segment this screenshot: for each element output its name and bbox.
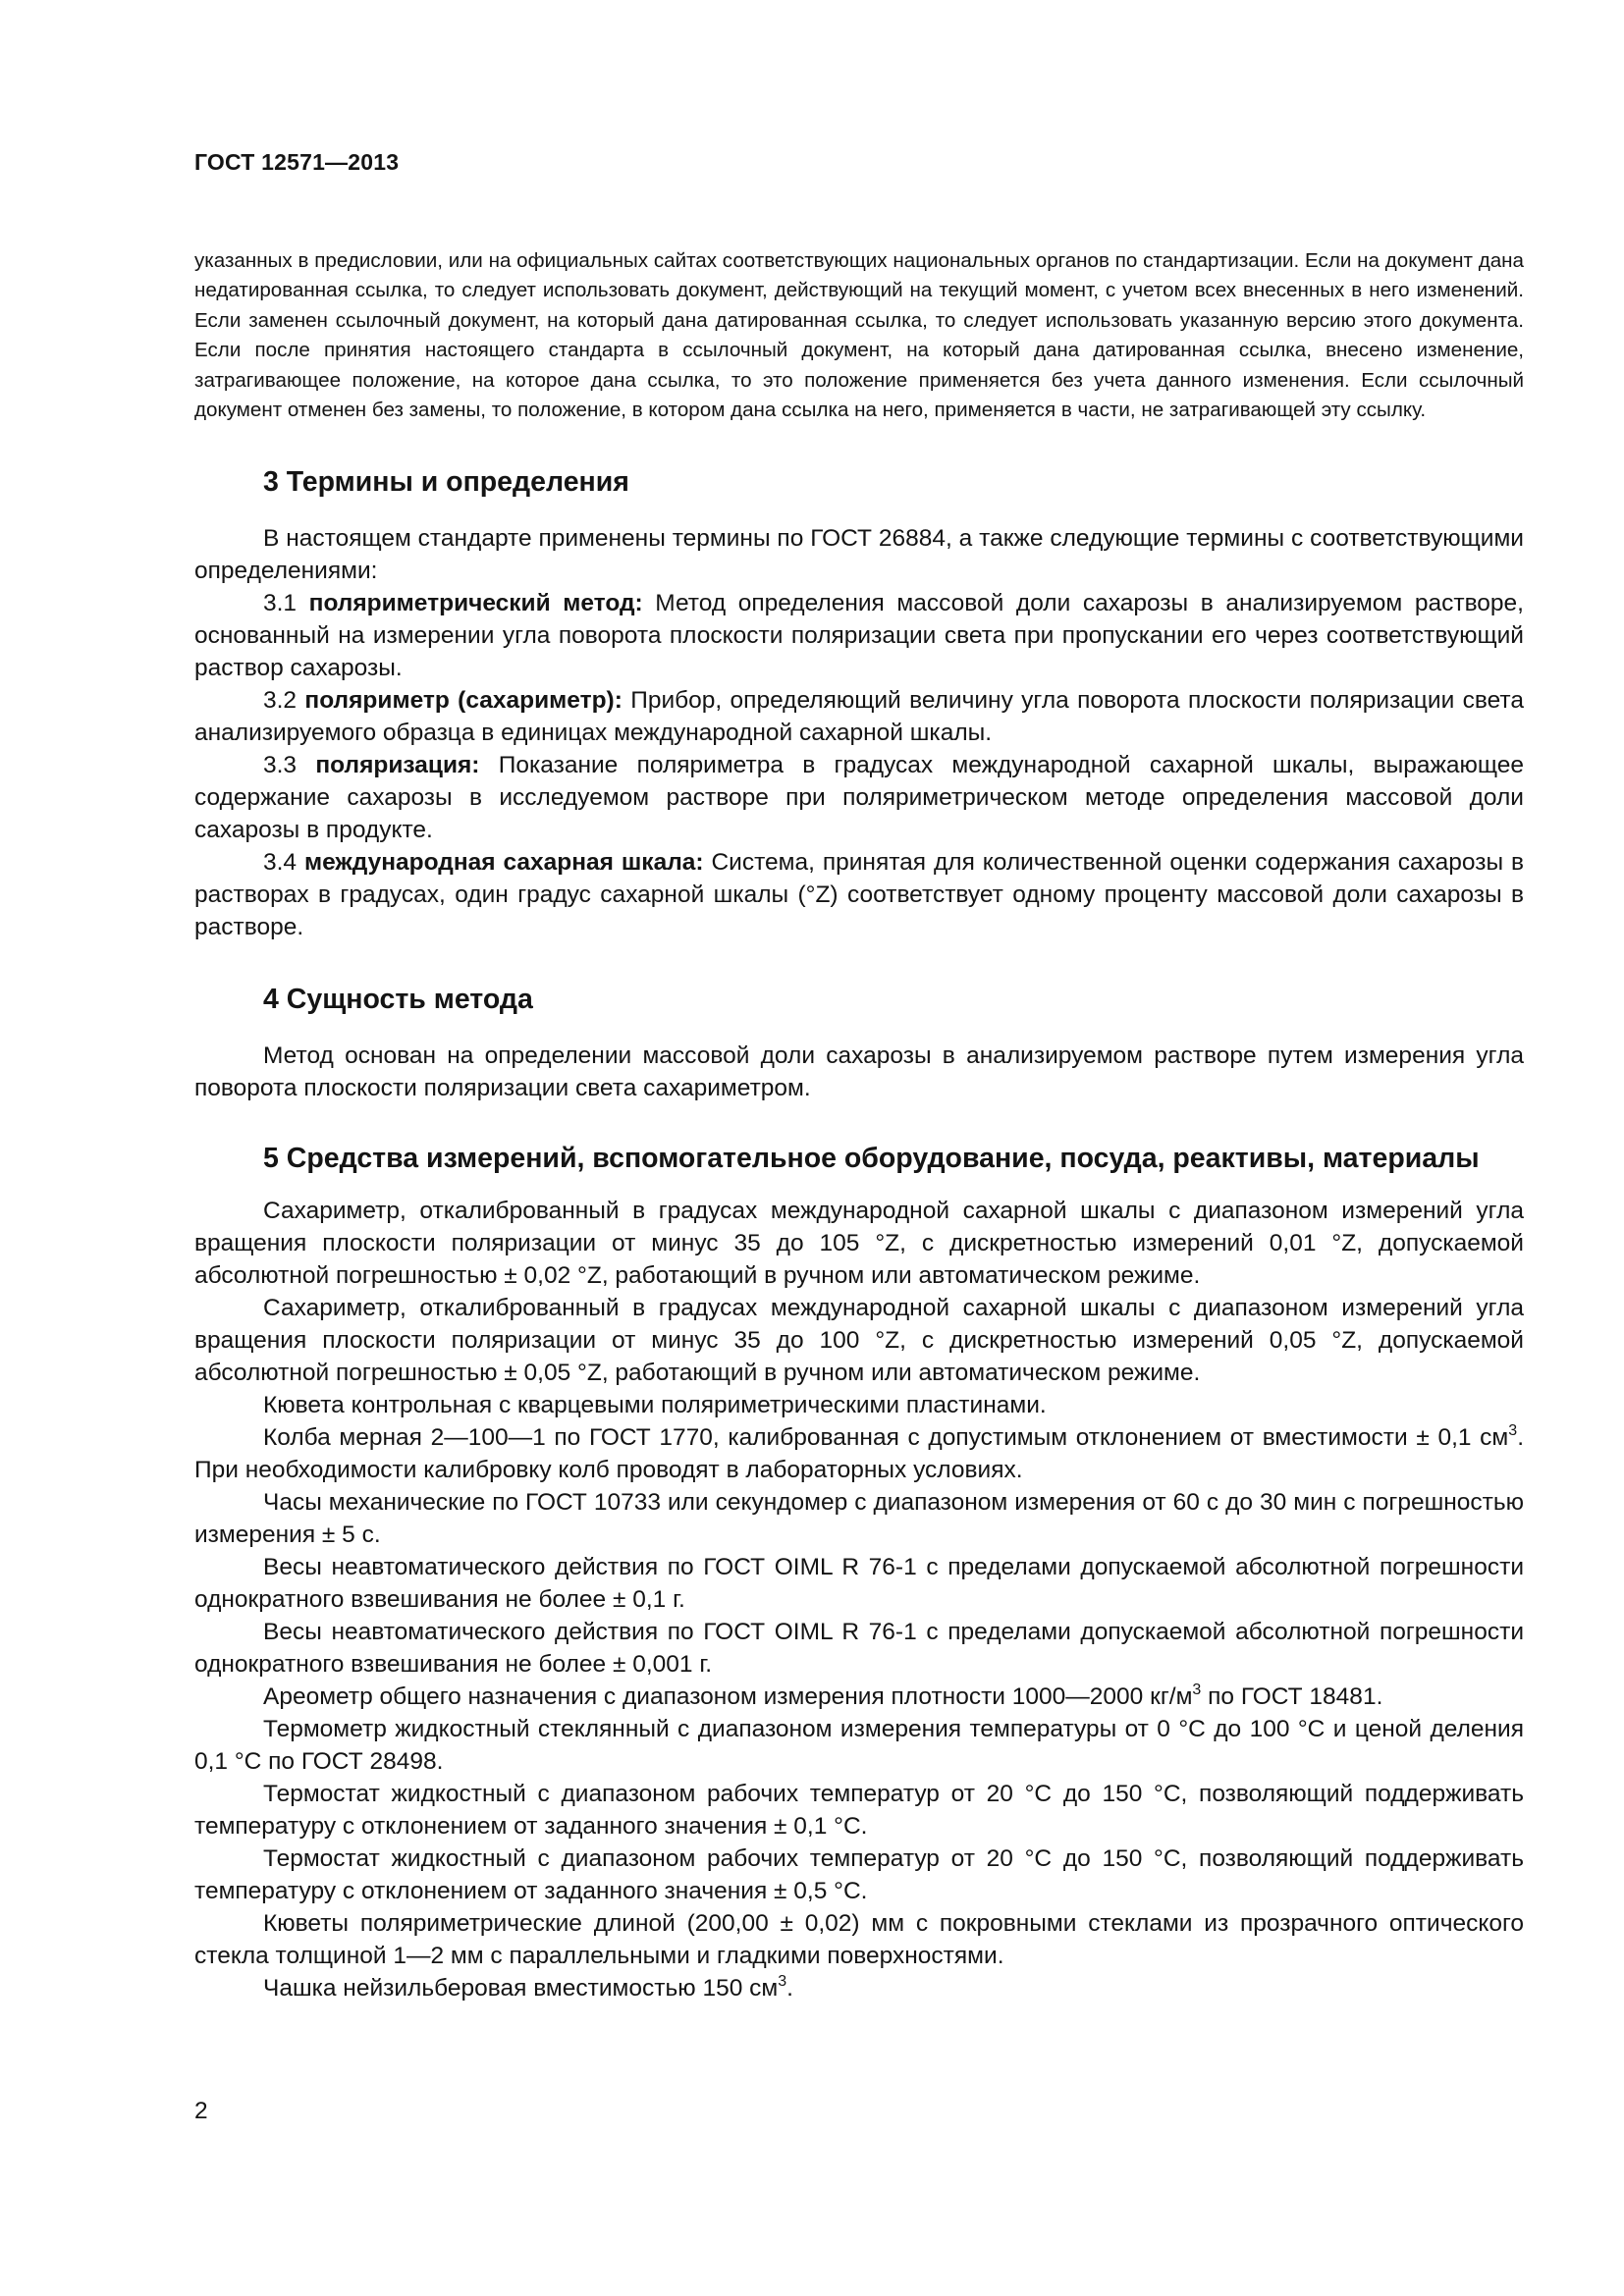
term-definition: Показание поляриметра в градусах международной сахарной шкалы, выражающее содержание сахарозы в исследуемом растворе при поляриметрическом методе определения массовой доли сахарозы в продукте.: [194, 752, 1524, 843]
intro-paragraph: указанных в предисловии, или на официальных сайтах соответствующих национальных органов по стандартизации. Если на документ дана недатированная ссылка, то следует использовать документ, действующий на текущий момент, с учетом всех внесенных в него изменений. Если заменен ссылочный документ, на который дана датированная ссылка, то следует использовать указанную версию этого документа. Если после принятия настоящего стандарта в ссылочный документ, на который дана датированная ссылка, внесено изменение, затрагивающее положение, на которое дана ссылка, то это положение применяется без учета данного изменения. Если ссылочный документ отменен без замены, то положение, в котором дана ссылка на него, применяется в части, не затрагивающей эту ссылку.: [194, 248, 1524, 422]
equipment-item-dish: Чашка нейзильберовая вместимостью 150 $см^3$.: [263, 1973, 793, 2002]
document-body: [194, 463, 1524, 2004]
term-name: международная сахарная шкала:: [303, 849, 704, 876]
section-5-title: 5 Средства измерений, вспомогательное оборудование, посуда, реактивы, материалы: [263, 1143, 1480, 1174]
equipment-item: Термометр жидкостный стеклянный с диапазоном измерения температуры от 0 °С до 100 °С и ценой деления 0,1 °С по ГОСТ 28498.: [194, 1716, 1524, 1775]
equipment-item: Часы механические по ГОСТ 10733 или секундомер с диапазоном измерения от 60 с до 30 мин с погрешностью измерения ± 5 с.: [194, 1489, 1524, 1548]
section-4-text: Метод основан на определении массовой доли сахарозы в анализируемом растворе путем измерения угла поворота плоскости поляризации света сахариметром.: [194, 1042, 1524, 1101]
term-definition: Система, принятая для количественной оценки содержания сахарозы в растворах в градусах, один градус сахарной шкалы (°Z) соответствует одному проценту массовой доли сахарозы в растворе.: [194, 849, 1524, 940]
term-number: 3.2: [263, 687, 305, 714]
equipment-item: Кювета контрольная с кварцевыми поляриметрическими пластинами.: [263, 1392, 1047, 1418]
equipment-item: Весы неавтоматического действия по ГОСТ OIML R 76-1 с пределами допускаемой абсолютной погрешности однократного взвешивания не более ± 0,1 г.: [194, 1554, 1524, 1613]
equipment-item: Термостат жидкостный с диапазоном рабочих температур от 20 °С до 150 °С, позволяющий поддерживать температуру с отклонением от заданного значения ± 0,5 °С.: [194, 1845, 1524, 1904]
term-number: 3.4: [263, 849, 304, 876]
equipment-item: Термостат жидкостный с диапазоном рабочих температур от 20 °С до 150 °С, позволяющий поддерживать температуру с отклонением от заданного значения ± 0,1 °С.: [194, 1781, 1524, 1840]
term-number: 3.3: [263, 752, 316, 778]
term-name: поляризация:: [315, 752, 480, 778]
section-3-lead: В настоящем стандарте применены термины по ГОСТ 26884, а также следующие термины с соответствующими определениями:: [194, 525, 1524, 584]
equipment-item-areometer: Ареометр общего назначения с диапазоном измерения плотности 1000—2000 $кг/м^3$ по ГОСТ 18481.: [263, 1682, 1383, 1710]
term-definition: Метод определения массовой доли сахарозы в анализируемом растворе, основанный на измерении угла поворота плоскости поляризации света при пропускании его через соответствующий раствор сахарозы.: [194, 590, 1524, 681]
page-number: 2: [194, 2098, 208, 2124]
term-3-4: [194, 846, 1524, 943]
term-name: поляриметрический метод:: [308, 590, 643, 616]
term-name: поляриметр (сахариметр):: [304, 687, 623, 714]
term-number: 3.1: [263, 590, 309, 616]
term-3-2: [194, 684, 1524, 749]
equipment-item: Сахариметр, откалиброванный в градусах международной сахарной шкалы с диапазоном измерений угла вращения плоскости поляризации от минус 35 до 105 °Z, с дискретностью измерений 0,01 °Z, допускаемой абсолютной погрешностью ± 0,02 °Z, работающий в ручном или автоматическом режиме.: [194, 1198, 1524, 1289]
term-definition: Прибор, определяющий величину угла поворота плоскости поляризации света анализируемого образца в единицах международной сахарной шкалы.: [194, 687, 1524, 746]
equipment-item-flask: Колба мерная 2—100—1 по ГОСТ 1770, калиброванная с допустимым отклонением от вместимости ± 0,1 $см^3$. При необходимости калибровку колб проводят в лабораторных условиях.: [194, 1422, 1524, 1483]
section-3-title: 3 Термины и определения: [263, 466, 629, 498]
equipment-item: Сахариметр, откалиброванный в градусах международной сахарной шкалы с диапазоном измерений угла вращения плоскости поляризации от минус 35 до 100 °Z, с дискретностью измерений 0,05 °Z, допускаемой абсолютной погрешностью ± 0,05 °Z, работающий в ручном или автоматическом режиме.: [194, 1295, 1524, 1386]
term-3-1: [194, 587, 1524, 684]
equipment-item: Кюветы поляриметрические длиной (200,00 ± 0,02) мм с покровными стеклами из прозрачного оптического стекла толщиной 1—2 мм с параллельными и гладкими поверхностями.: [194, 1910, 1524, 1969]
document-header: ГОСТ 12571—2013: [194, 149, 400, 175]
section-4-title: 4 Сущность метода: [263, 984, 533, 1015]
term-3-3: [194, 749, 1524, 846]
equipment-item: Весы неавтоматического действия по ГОСТ OIML R 76-1 с пределами допускаемой абсолютной погрешности однократного взвешивания не более ± 0,001 г.: [194, 1619, 1524, 1678]
